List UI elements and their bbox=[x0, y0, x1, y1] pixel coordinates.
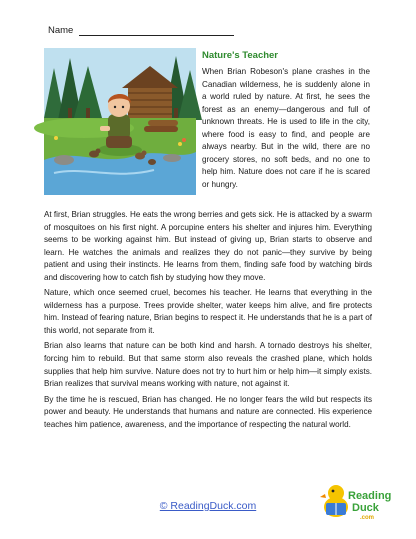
duck-logo-icon bbox=[322, 477, 392, 523]
body-paragraph: At first, Brian struggles. He eats the wrong berries and gets sick. He is attacked by a swarm of mosquitoes on his first night. A porcupine enters his shelter and injures him. Everything seems to be working against him. But instead of giving up, Brian starts to observe and learn. He watches the animals and realizes they do not panic—they survive by being patient and using their instincts. He learns from them, finding safe food by watching birds and discovering how to catch fish by studying how they move. bbox=[44, 210, 372, 282]
copyright-text: © ReadingDuck.com bbox=[159, 500, 257, 512]
name-field-row bbox=[48, 25, 234, 36]
name-label: Name bbox=[48, 25, 74, 36]
reading-duck-logo bbox=[322, 477, 392, 523]
illustration-boy-by-stream bbox=[44, 48, 196, 195]
article-intro bbox=[202, 66, 370, 191]
body-paragraph: By the time he is rescued, Brian has changed. He no longer fears the wild but respects its power and beauty. He understands that humans and nature are connected. His experience teaches him patience, awareness, and the importance of respecting the natural world. bbox=[44, 394, 372, 429]
logo-word-duck: Duck bbox=[352, 502, 379, 514]
intro-paragraph: When Brian Robeson's plane crashes in the Canadian wilderness, he is suddenly alone in a world ruled by nature. At first, he sees the forest as an enemy—dangerous and full of unknown threats. He is used to life in the city, where food is easy to find, and people are always nearby. But in the wild, there are no grocery stores, no soft beds, and no one to help him. Nature does not care if he is scared or hungry. bbox=[202, 67, 370, 189]
article-title: Nature's Teacher bbox=[202, 50, 279, 61]
body-paragraph: Nature, which once seemed cruel, becomes his teacher. He learns that everything in the wilderness has a purpose. Trees provide shelter, water keeps him alive, and fire protects him. Instead of fearing nature, Brian begins to respect it. He understands that he is a part of this world, not separate from it. bbox=[44, 288, 372, 335]
body-paragraph: Brian also learns that nature can be both kind and harsh. A tornado destroys his shelter, forcing him to rebuild. But that same storm also reveals the crashed plane, which holds supplies that help him survive. Nature does not try to hurt him or help him—it simply exists. Brian realizes that survival means working with nature, not against it. bbox=[44, 341, 372, 389]
article-body bbox=[44, 209, 372, 434]
name-blank-line[interactable] bbox=[79, 26, 234, 36]
illustration-svg bbox=[44, 48, 196, 195]
logo-word-reading: Reading bbox=[348, 490, 392, 502]
logo-word-com: .com bbox=[360, 515, 375, 521]
